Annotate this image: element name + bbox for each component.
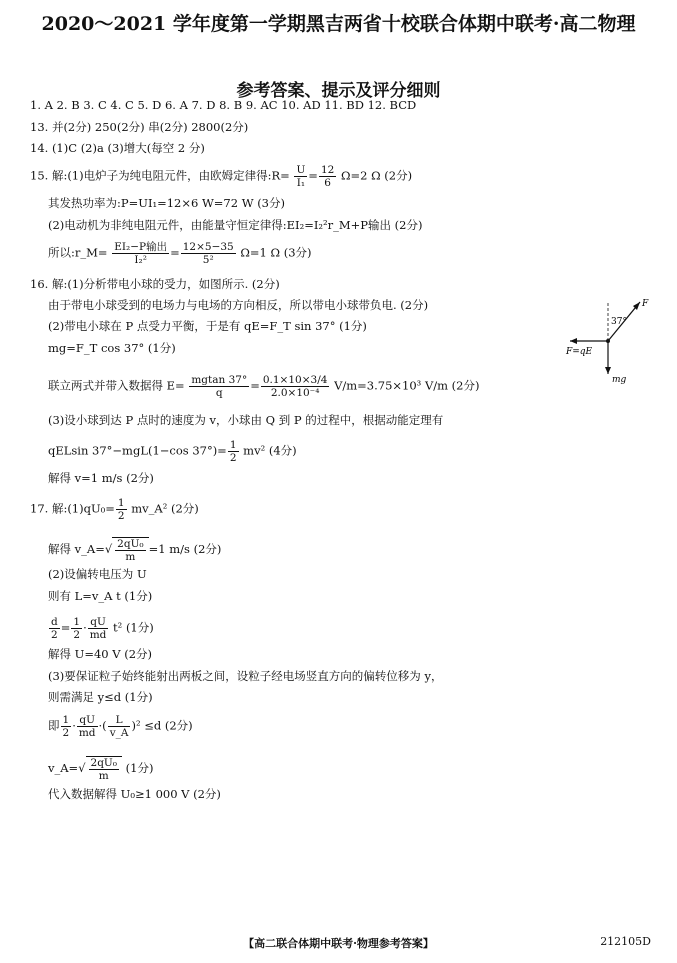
answer-17-a: 17. 解:(1)qU₀= $\frac{1}{2}$ mv_A² (2分) [30, 497, 199, 522]
answer-line-14: 14. (1)C (2)a (3)增大(每空 2 分) [30, 141, 205, 155]
answer-17-h: 则需满足 y≤d (1分) [48, 690, 153, 704]
label-qe: F=qE [566, 347, 593, 357]
page-title: 2020～2021 学年度第一学期黑吉两省十校联合体期中联考·高二物理 [41, 13, 636, 35]
answer-line-1: 1. A 2. B 3. C 4. C 5. D 6. A 7. D 8. B 9. AC 10. AD 11. BD 12. BCD [30, 98, 417, 112]
answer-16-g: qELsin 37°−mgL(1−cos 37°)= $\frac{1}{2}$ mv² (4分) [48, 439, 297, 464]
force-diagram [560, 296, 660, 386]
answer-16-a: 16. 解:(1)分析带电小球的受力，如图所示. (2分) [30, 277, 280, 291]
answer-17-c: (2)设偏转电压为 U [48, 567, 147, 581]
answer-15-c: (2)电动机为非纯电阻元件，由能量守恒定律得:EI₂=I₂²r_M+P输出 (2分) [48, 218, 423, 232]
answer-16-d: mg=F_T cos 37° (1分) [48, 341, 176, 355]
answer-16-c: (2)带电小球在 P 点受力平衡，于是有 qE=F_T sin 37° (1分) [48, 319, 367, 333]
answer-17-j: v_A=√ $\frac{\text{2qU₀}}{m}$ (1分) [48, 757, 154, 782]
answer-16-f: (3)设小球到达 P 点时的速度为 v，小球由 Q 到 P 的过程中，根据动能定理有 [48, 413, 444, 427]
answer-16-b: 由于带电小球受到的电场力与电场的方向相反，所以带电小球带负电. (2分) [48, 298, 429, 312]
label-mg: mg [612, 375, 627, 385]
label-f: F [642, 299, 649, 309]
answer-17-g: (3)要保证粒子始终能射出两板之间，设粒子经电场竖直方向的偏转位移为 y， [48, 669, 443, 683]
footer: 【高二联合体期中联考·物理参考答案】 [243, 937, 434, 950]
answer-15-a: 15. 解:(1)电炉子为纯电阻元件，由欧姆定律得:R= $\frac{U}{\text{I₁}}$ = $\frac{12}{6}$ Ω=2 Ω (2分) [30, 164, 413, 189]
label-angle: 37° [611, 317, 627, 327]
answer-17-b: 解得 v_A=√ $\frac{\text{2qU₀}}{m}$ =1 m/s (2分) [48, 538, 222, 563]
answer-16-e: 联立两式并带入数据得 E= $\frac{mgtan 37^\circ}{q}$ = $\frac{0.1\times 10\times 3/4}{\text{2.0×10⁻⁴}}$ V/m=3.75×10³ V/m (2分) [48, 374, 480, 399]
answer-17-i: 即 $\frac{1}{2}$ · $\frac{qU}{md}$ ·( $\frac{L}{v\_A}$ )² ≤d (2分) [48, 714, 193, 739]
answer-17-e: $\frac{d}{2}$ = $\frac{1}{2}$ · $\frac{qU}{md}$ t² (1分) [51, 616, 154, 641]
page-subtitle: 参考答案、提示及评分细则 [236, 81, 441, 101]
document-code: 212105D [600, 935, 651, 948]
answer-15-d: 所以:r_M= EI₂−P输出 I₂² = $\frac{12\times 5-35}{\text{5²}}$ Ω=1 Ω (3分) [48, 241, 312, 266]
answer-17-f: 解得 U=40 V (2分) [48, 647, 153, 661]
answer-17-d: 则有 L=v_A t (1分) [48, 589, 153, 603]
answer-17-k: 代入数据解得 U₀≥1 000 V (2分) [48, 787, 221, 801]
answer-16-h: 解得 v=1 m/s (2分) [48, 471, 154, 485]
answer-15-b: 其发热功率为:P=UI₁=12×6 W=72 W (3分) [48, 196, 285, 210]
answer-line-13: 13. 并(2分) 250(2分) 串(2分) 2800(2分) [30, 120, 249, 134]
